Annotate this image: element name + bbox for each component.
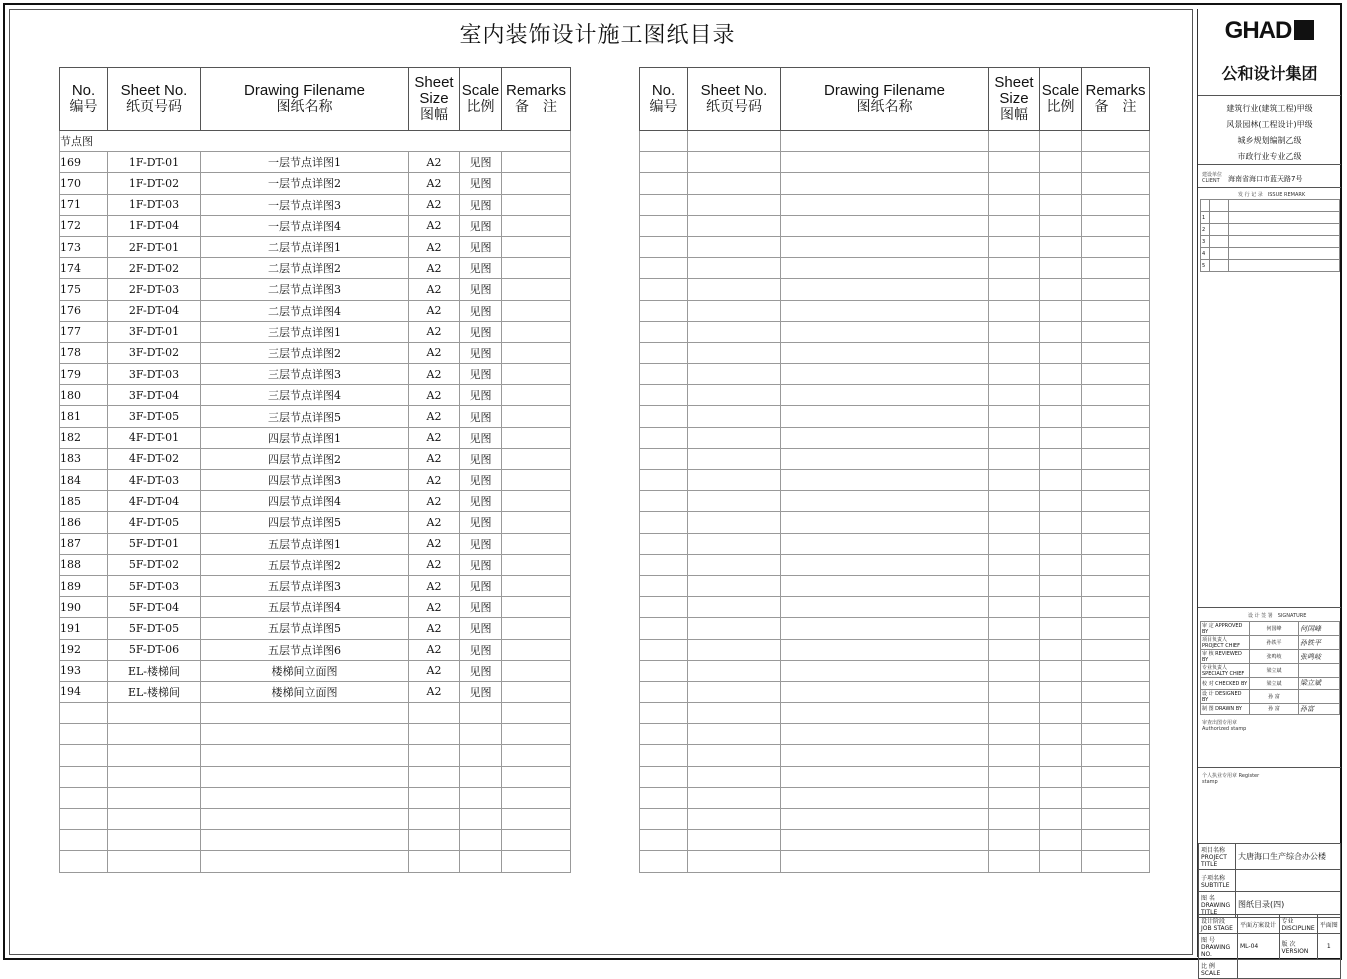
row-scale: 见图 [460,639,502,660]
handwritten-signature: 孙富 [1299,703,1340,715]
empty-row [60,787,571,808]
table-row [60,173,571,194]
empty-row [640,491,1150,512]
revision-row: 4 [1201,248,1340,260]
row-size: A2 [409,575,460,596]
row-size: A2 [409,597,460,618]
empty-row [640,406,1150,427]
col-drawing-filename: Drawing Filename 图纸名称 [781,68,989,131]
table-row [60,427,571,448]
row-size: A2 [409,448,460,469]
table-row [60,512,571,533]
handwritten-signature: 张鸣岐 [1299,650,1340,664]
row-remarks [502,512,571,533]
row-sheet-no: 1F-DT-02 [108,173,201,194]
row-sheet-no: 2F-DT-01 [108,236,201,257]
job-stage: 平面方案设计 [1238,915,1280,934]
table-row [60,618,571,639]
row-drawing-name: 二层节点详图3 [201,279,409,300]
row-no: 184 [60,470,108,491]
empty-row [60,703,571,724]
row-no: 193 [60,660,108,681]
row-drawing-name: 三层节点详图2 [201,342,409,363]
empty-row [640,766,1150,787]
empty-row [640,681,1150,702]
empty-row [640,830,1150,851]
section-row [60,131,571,152]
revision-table [1200,199,1340,272]
row-drawing-name: 三层节点详图4 [201,385,409,406]
drawing-title: 图纸目录(四) [1236,892,1341,918]
col-sheet-size: Sheet Size 图幅 [989,68,1040,131]
project-info-table [1198,843,1341,918]
row-scale: 见图 [460,660,502,681]
row-sheet-no: 3F-DT-02 [108,342,201,363]
signature-row: 制 图 DRAWN BY 孙 富 孙富 [1201,703,1340,715]
row-sheet-no: 5F-DT-06 [108,639,201,660]
row-no: 169 [60,152,108,173]
empty-row [640,131,1150,152]
table-row [60,470,571,491]
row-scale: 见图 [460,364,502,385]
table-row [60,639,571,660]
table-row [60,575,571,596]
row-remarks [502,364,571,385]
row-sheet-no: EL-楼梯间 [108,660,201,681]
row-drawing-name: 五层节点详图5 [201,618,409,639]
row-no: 180 [60,385,108,406]
company-logo: GHAD [1198,17,1341,45]
subtitle-label: 子项名称 SUBTITLE [1199,870,1236,892]
row-no: 192 [60,639,108,660]
row-size: A2 [409,512,460,533]
empty-row [640,342,1150,363]
empty-row [60,766,571,787]
row-no: 173 [60,236,108,257]
row-remarks [502,618,571,639]
row-sheet-no: 3F-DT-05 [108,406,201,427]
row-drawing-name: 一层节点详图4 [201,215,409,236]
row-scale: 见图 [460,194,502,215]
row-sheet-no: 5F-DT-02 [108,554,201,575]
empty-row [640,279,1150,300]
drawing-title-label: 图 名 DRAWING TITLE [1199,892,1236,918]
handwritten-signature: 梁立斌 [1299,678,1340,690]
col-scale: Scale 比例 [460,68,502,131]
row-no: 178 [60,342,108,363]
empty-row [640,618,1150,639]
row-scale: 见图 [460,533,502,554]
empty-row [640,385,1150,406]
row-no: 187 [60,533,108,554]
catalog-table-right [639,67,1150,873]
empty-row [640,575,1150,596]
row-no: 194 [60,681,108,702]
row-no: 171 [60,194,108,215]
row-no: 177 [60,321,108,342]
row-size: A2 [409,660,460,681]
revision-row: 1 [1201,212,1340,224]
table-header [60,68,571,131]
row-scale: 见图 [460,173,502,194]
row-sheet-no: 4F-DT-04 [108,491,201,512]
row-scale: 见图 [460,597,502,618]
empty-row [60,851,571,872]
row-drawing-name: 二层节点详图2 [201,258,409,279]
row-remarks [502,681,571,702]
scale-value [1238,960,1341,979]
empty-row [640,724,1150,745]
handwritten-signature: 何国峰 [1299,622,1340,636]
row-drawing-name: 四层节点详图1 [201,427,409,448]
row-drawing-name: 三层节点详图1 [201,321,409,342]
empty-row [640,809,1150,830]
logo-mark-icon [1294,20,1314,40]
client-label: 建设单位 CLIENT [1202,172,1223,184]
row-remarks [502,258,571,279]
empty-row [640,236,1150,257]
handwritten-signature [1299,664,1340,678]
empty-row [640,427,1150,448]
empty-row [640,152,1150,173]
row-remarks [502,597,571,618]
row-scale: 见图 [460,575,502,596]
row-scale: 见图 [460,427,502,448]
row-sheet-no: 5F-DT-03 [108,575,201,596]
row-scale: 见图 [460,681,502,702]
row-size: A2 [409,427,460,448]
empty-row [640,448,1150,469]
row-remarks [502,215,571,236]
row-sheet-no: 4F-DT-05 [108,512,201,533]
empty-row [60,745,571,766]
row-no: 182 [60,427,108,448]
row-drawing-name: 四层节点详图5 [201,512,409,533]
row-scale: 见图 [460,385,502,406]
discipline: 平面图 [1317,915,1340,934]
row-sheet-no: 5F-DT-04 [108,597,201,618]
row-scale: 见图 [460,236,502,257]
row-no: 176 [60,300,108,321]
row-scale: 见图 [460,258,502,279]
empty-row [640,703,1150,724]
row-remarks [502,470,571,491]
row-remarks [502,385,571,406]
row-size: A2 [409,342,460,363]
row-drawing-name: 三层节点详图5 [201,406,409,427]
table-row [60,236,571,257]
row-remarks [502,152,571,173]
table-row [60,152,571,173]
discipline-label: 专业 DISCIPLINE [1279,915,1317,934]
row-size: A2 [409,215,460,236]
row-remarks [502,533,571,554]
row-remarks [502,406,571,427]
row-drawing-name: 四层节点详图2 [201,448,409,469]
row-no: 185 [60,491,108,512]
empty-row [640,194,1150,215]
row-no: 174 [60,258,108,279]
empty-row [640,787,1150,808]
row-scale: 见图 [460,152,502,173]
row-no: 183 [60,448,108,469]
row-size: A2 [409,300,460,321]
row-drawing-name: 楼梯间立面图 [201,660,409,681]
empty-row [640,533,1150,554]
row-drawing-name: 一层节点详图1 [201,152,409,173]
row-drawing-name: 四层节点详图4 [201,491,409,512]
row-size: A2 [409,321,460,342]
table-row [60,660,571,681]
row-sheet-no: 3F-DT-03 [108,364,201,385]
empty-row [640,215,1150,236]
empty-row [640,364,1150,385]
empty-row [60,724,571,745]
row-sheet-no: EL-楼梯间 [108,681,201,702]
col-remarks: Remarks 备 注 [502,68,571,131]
table-row [60,258,571,279]
row-no: 186 [60,512,108,533]
col-sheet-no: Sheet No. 纸页号码 [108,68,201,131]
signature-row: 专业负责人 SPECIALTY CHIEF 梁立斌 [1201,664,1340,678]
subtitle-value [1236,870,1341,892]
table-row [60,554,571,575]
empty-row [640,597,1150,618]
empty-row [640,639,1150,660]
signature-row: 审 定 APPROVED BY 何国峰 何国峰 [1201,622,1340,636]
empty-row [640,300,1150,321]
table-row [60,597,571,618]
row-drawing-name: 二层节点详图1 [201,236,409,257]
row-scale: 见图 [460,491,502,512]
row-sheet-no: 2F-DT-03 [108,279,201,300]
empty-row [640,851,1150,872]
table-row [60,681,571,702]
row-size: A2 [409,554,460,575]
empty-row [60,809,571,830]
row-remarks [502,279,571,300]
row-size: A2 [409,364,460,385]
row-scale: 见图 [460,321,502,342]
handwritten-signature: 孙铁平 [1299,636,1340,650]
qualifications: 建筑行业(建筑工程)甲级 风景园林(工程设计)甲级 城乡规划编制乙级 市政行业专业乙级 [1226,104,1313,161]
row-scale: 见图 [460,618,502,639]
row-remarks [502,554,571,575]
table-row [60,491,571,512]
row-drawing-name: 五层节点详图2 [201,554,409,575]
col-sheet-size: Sheet Size 图幅 [409,68,460,131]
row-remarks [502,300,571,321]
signature-row: 校 对 CHECKED BY 梁立斌 梁立斌 [1201,678,1340,690]
row-sheet-no: 2F-DT-02 [108,258,201,279]
row-size: A2 [409,470,460,491]
row-sheet-no: 2F-DT-04 [108,300,201,321]
drawing-number-label: 图 号 DRAWING NO. [1199,934,1238,960]
col-drawing-filename: Drawing Filename 图纸名称 [201,68,409,131]
handwritten-signature [1299,689,1340,703]
empty-row [640,321,1150,342]
row-drawing-name: 五层节点详图4 [201,597,409,618]
signature-row: 项目负责人 PROJECT CHIEF 孙铁平 孙铁平 [1201,636,1340,650]
row-drawing-name: 五层节点详图3 [201,575,409,596]
row-size: A2 [409,236,460,257]
project-title: 大唐海口生产综合办公楼 [1236,844,1341,870]
table-row [60,385,571,406]
col-no: No. 编号 [60,68,108,131]
row-no: 190 [60,597,108,618]
col-scale: Scale 比例 [1040,68,1082,131]
table-row [60,215,571,236]
client-value: 海南省海口市蓝天路7号 [1228,175,1303,183]
table-row [60,300,571,321]
row-sheet-no: 4F-DT-03 [108,470,201,491]
signature-row: 审 核 REVIEWED BY 张鸣岐 张鸣岐 [1201,650,1340,664]
row-sheet-no: 4F-DT-02 [108,448,201,469]
row-size: A2 [409,385,460,406]
row-remarks [502,342,571,363]
row-remarks [502,194,571,215]
empty-row [640,512,1150,533]
empty-row [640,258,1150,279]
table-row [60,406,571,427]
table-row [60,279,571,300]
row-no: 175 [60,279,108,300]
row-size: A2 [409,258,460,279]
row-remarks [502,575,571,596]
row-drawing-name: 一层节点详图2 [201,173,409,194]
drawing-meta-table [1198,914,1341,979]
row-no: 172 [60,215,108,236]
row-size: A2 [409,639,460,660]
job-stage-label: 设计阶段 JOB STAGE [1199,915,1238,934]
row-remarks [502,448,571,469]
row-remarks [502,491,571,512]
row-no: 181 [60,406,108,427]
row-scale: 见图 [460,215,502,236]
table-row [60,321,571,342]
empty-row [640,745,1150,766]
row-scale: 见图 [460,554,502,575]
row-size: A2 [409,173,460,194]
row-sheet-no: 5F-DT-05 [108,618,201,639]
row-scale: 见图 [460,406,502,427]
version-label: 版 次 VERSION [1279,934,1317,960]
table-row [60,448,571,469]
row-drawing-name: 五层节点详图1 [201,533,409,554]
drawing-number: ML-04 [1238,934,1280,960]
row-scale: 见图 [460,300,502,321]
row-size: A2 [409,491,460,512]
table-row [60,194,571,215]
row-remarks [502,236,571,257]
row-remarks [502,660,571,681]
row-size: A2 [409,152,460,173]
row-drawing-name: 一层节点详图3 [201,194,409,215]
row-sheet-no: 1F-DT-01 [108,152,201,173]
empty-row [60,830,571,851]
row-scale: 见图 [460,470,502,491]
catalog-title: 室内装饰设计施工图纸目录 [459,23,736,48]
issue-remark-header: 发 行 记 录 ISSUE REMARK [1238,192,1306,198]
row-sheet-no: 3F-DT-01 [108,321,201,342]
col-no: No. 编号 [640,68,688,131]
company-name: 公和设计集团 [1221,64,1318,83]
row-no: 188 [60,554,108,575]
row-size: A2 [409,681,460,702]
row-no: 189 [60,575,108,596]
row-scale: 见图 [460,279,502,300]
row-drawing-name: 楼梯间立面图 [201,681,409,702]
empty-row [640,554,1150,575]
signature-header: 设 计 签 署 SIGNATURE [1248,613,1307,619]
register-stamp-label: 个人执业专用章 Register stamp [1202,773,1260,785]
signature-table [1200,621,1340,715]
row-drawing-name: 二层节点详图4 [201,300,409,321]
row-drawing-name: 五层节点详图6 [201,639,409,660]
row-remarks [502,173,571,194]
row-scale: 见图 [460,342,502,363]
row-no: 179 [60,364,108,385]
row-sheet-no: 1F-DT-04 [108,215,201,236]
table-row [60,533,571,554]
row-remarks [502,321,571,342]
catalog-table-left [59,67,571,873]
row-remarks [502,639,571,660]
revision-row: 5 [1201,260,1340,272]
section-label: 节点图 [60,131,571,152]
table-row [60,342,571,363]
scale-label: 比 例 SCALE [1199,960,1238,979]
row-size: A2 [409,279,460,300]
row-scale: 见图 [460,448,502,469]
row-sheet-no: 4F-DT-01 [108,427,201,448]
authorized-stamp-label: 审查出图专用章 Authorized stamp [1202,720,1247,732]
row-size: A2 [409,406,460,427]
empty-row [640,470,1150,491]
row-no: 170 [60,173,108,194]
row-size: A2 [409,533,460,554]
row-sheet-no: 5F-DT-01 [108,533,201,554]
row-no: 191 [60,618,108,639]
empty-row [640,660,1150,681]
row-remarks [502,427,571,448]
row-size: A2 [409,194,460,215]
title-block [1197,9,1341,977]
row-drawing-name: 四层节点详图3 [201,470,409,491]
project-title-label: 项目名称 PROJECT TITLE [1199,844,1236,870]
row-scale: 见图 [460,512,502,533]
revision-row: 2 [1201,224,1340,236]
col-remarks: Remarks 备 注 [1082,68,1150,131]
signature-row: 设 计 DESIGNED BY 孙 富 [1201,689,1340,703]
table-header [640,68,1150,131]
col-sheet-no: Sheet No. 纸页号码 [688,68,781,131]
row-size: A2 [409,618,460,639]
row-sheet-no: 3F-DT-04 [108,385,201,406]
version: 1 [1317,934,1340,960]
row-drawing-name: 三层节点详图3 [201,364,409,385]
table-row [60,364,571,385]
revision-row: 3 [1201,236,1340,248]
row-sheet-no: 1F-DT-03 [108,194,201,215]
empty-row [640,173,1150,194]
